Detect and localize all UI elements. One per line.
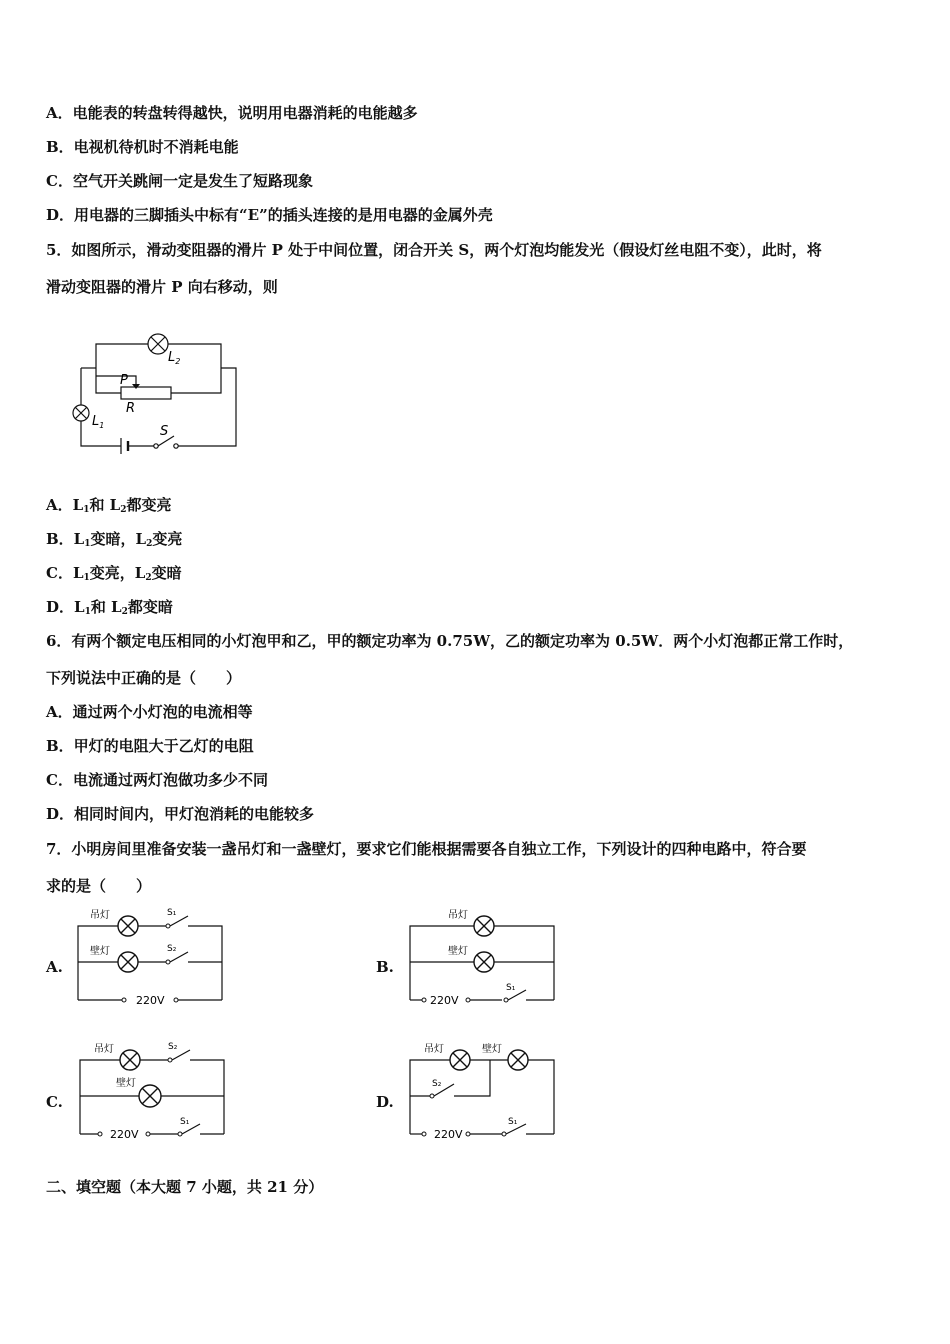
label-wall: 壁灯 (448, 946, 468, 957)
switch-contact-icon (166, 924, 170, 928)
q5-stem-line2: 滑动变阻器的滑片 P 向右移动，则 (46, 278, 278, 296)
q6-stem-line1: 6．有两个额定电压相同的小灯泡甲和乙，甲的额定功率为 0.75W，乙的额定功率为 0.5W．两个小灯泡都正常工作时， (46, 632, 854, 650)
q4-option-a: A．电能表的转盘转得越快，说明用电器消耗的电能越多 (46, 104, 418, 122)
q7-circuit-b-diagram (402, 904, 562, 1008)
switch-contact-icon (502, 1132, 506, 1136)
label-s2: S₂ (432, 1079, 442, 1089)
label-s2: S₂ (167, 944, 177, 954)
label-r: R (126, 401, 136, 416)
q7-option-d-label: D. (376, 1093, 394, 1111)
label-voltage: 220V (110, 1128, 139, 1141)
q5-circuit-diagram (66, 328, 246, 458)
q7-circuit-d (402, 1038, 562, 1142)
pendant-lamp-icon (450, 1050, 470, 1070)
q5-circuit-figure (66, 328, 246, 458)
q6-option-c: C．电流通过两灯泡做功多少不同 (46, 771, 268, 789)
label-p: P (120, 373, 128, 388)
wall-lamp-icon (474, 952, 494, 972)
label-s: S (160, 424, 169, 439)
terminal-icon (122, 998, 126, 1002)
q6-option-a: A．通过两个小灯泡的电流相等 (46, 703, 253, 721)
label-l1: $L_1$ (92, 414, 105, 430)
switch-contact-icon (430, 1094, 434, 1098)
pendant-lamp-icon (120, 1050, 140, 1070)
terminal-icon (98, 1132, 102, 1136)
q4-option-b: B．电视机待机时不消耗电能 (46, 138, 239, 156)
q7-circuit-b (402, 904, 562, 1008)
q5-option-d: D．$L_1$和 $L_2$都变暗 (46, 598, 173, 617)
label-s1: S₁ (506, 983, 516, 993)
q7-circuit-c-diagram (72, 1038, 232, 1142)
battery-icon (121, 438, 128, 454)
label-voltage: 220V (434, 1128, 463, 1141)
lamp-l1-icon (73, 405, 89, 421)
q7-circuit-a-diagram (70, 904, 230, 1008)
label-wall: 壁灯 (90, 946, 110, 957)
label-pendant: 吊灯 (448, 910, 468, 921)
q4-option-c: C．空气开关跳闸一定是发生了短路现象 (46, 172, 313, 190)
switch-contact-icon (168, 1058, 172, 1062)
q5-stem-line1: 5．如图所示，滑动变阻器的滑片 P 处于中间位置，闭合开关 S，两个灯泡均能发光（假设灯丝电阻不变），此时，将 (46, 241, 822, 259)
q7-circuit-d-diagram (402, 1038, 562, 1142)
terminal-icon (174, 998, 178, 1002)
pendant-lamp-icon (474, 916, 494, 936)
switch-contact-icon (166, 960, 170, 964)
q7-stem-line2: 求的是（ ） (46, 877, 152, 895)
pendant-lamp-icon (118, 916, 138, 936)
q7-option-b-label: B. (376, 958, 394, 976)
q5-option-c: C．$L_1$变亮，$L_2$变暗 (46, 564, 182, 583)
terminal-icon (466, 1132, 470, 1136)
label-pendant: 吊灯 (424, 1044, 444, 1055)
q5-option-b: B．$L_1$变暗，$L_2$变亮 (46, 530, 183, 549)
lamp-l2-icon (148, 334, 168, 354)
terminal-icon (466, 998, 470, 1002)
section-2-heading: 二、填空题（本大题 7 小题，共 21 分） (46, 1178, 324, 1196)
q7-option-a-label: A. (46, 958, 63, 976)
q7-circuit-a (70, 904, 230, 1008)
q7-option-c-label: C. (46, 1093, 63, 1111)
label-pendant: 吊灯 (90, 910, 110, 921)
wall-lamp-icon (508, 1050, 528, 1070)
q6-stem-line2: 下列说法中正确的是（ ） (46, 669, 242, 687)
label-s1: S₁ (508, 1117, 518, 1127)
label-s2: S₂ (168, 1042, 178, 1052)
switch-contact-icon (504, 998, 508, 1002)
label-voltage: 220V (430, 994, 459, 1007)
q6-option-b: B．甲灯的电阻大于乙灯的电阻 (46, 737, 254, 755)
wall-lamp-icon (139, 1085, 161, 1107)
terminal-icon (422, 998, 426, 1002)
label-wall: 壁灯 (116, 1078, 136, 1089)
switch-contact-icon (154, 444, 158, 448)
label-wall: 壁灯 (482, 1044, 502, 1055)
label-s1: S₁ (167, 908, 177, 918)
q7-stem-line1: 7．小明房间里准备安装一盏吊灯和一盏壁灯，要求它们能根据需要各自独立工作，下列设计的四种电路中，符合要 (46, 840, 807, 858)
terminal-icon (146, 1132, 150, 1136)
terminal-icon (422, 1132, 426, 1136)
q4-option-d: D．用电器的三脚插头中标有“E”的插头连接的是用电器的金属外壳 (46, 206, 493, 224)
q7-circuit-c (72, 1038, 232, 1142)
label-l2: $L_2$ (168, 350, 181, 366)
switch-contact-icon (178, 1132, 182, 1136)
label-pendant: 吊灯 (94, 1044, 114, 1055)
wall-lamp-icon (118, 952, 138, 972)
label-voltage: 220V (136, 994, 165, 1007)
label-s1: S₁ (180, 1117, 190, 1127)
q6-option-d: D．相同时间内，甲灯泡消耗的电能较多 (46, 805, 315, 823)
q5-option-a: A．$L_1$和 $L_2$都变亮 (46, 496, 172, 515)
switch-contact-icon (174, 444, 178, 448)
rheostat-icon (121, 387, 171, 399)
